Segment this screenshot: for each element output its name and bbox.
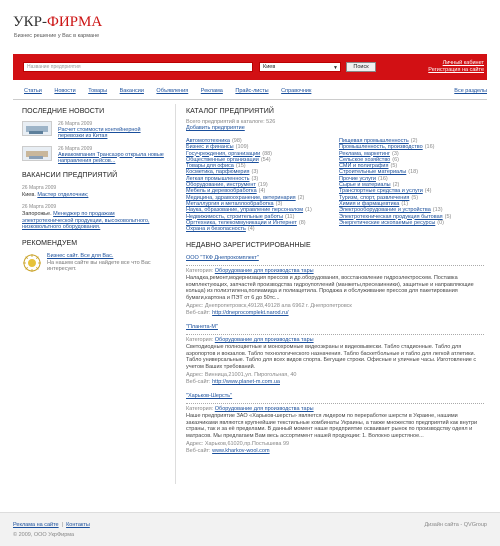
nav-item-directory[interactable]: Справочник	[281, 88, 312, 94]
category-link[interactable]: Общественные организации	[186, 156, 259, 163]
company-website-link[interactable]: www.kharkov-wool.com	[212, 447, 270, 454]
personal-cabinet-link[interactable]: Личный кабинет	[442, 60, 484, 66]
main-nav	[13, 85, 487, 97]
category-count: (3)	[251, 169, 259, 176]
category-link[interactable]: Реклама, маркетинг	[339, 150, 390, 157]
left-sidebar	[22, 108, 167, 273]
category-count: (2)	[410, 138, 418, 144]
all-sections-link[interactable]: Все разделы	[454, 88, 487, 94]
column-divider	[175, 104, 176, 484]
vacancies-section-title: ВАКАНСИИ ПРЕДПРИЯТИЙ	[22, 172, 118, 180]
nav-item-price-lists[interactable]: Прайс-листы	[235, 88, 269, 94]
category-link[interactable]: Транспортные средства и услуги	[339, 188, 423, 195]
design-credit[interactable]: Дизайн сайта - QVGroup	[424, 522, 487, 528]
vacancy-link[interactable]: Менеджер по продажам электротехнической продукции, высоковольтного, низковольтного оборудования.	[22, 211, 150, 231]
category-count: (88)	[262, 150, 273, 157]
catalog-title: КАТАЛОГ ПРЕДПРИЯТИЙ	[186, 108, 274, 115]
category-count: (6)	[392, 156, 399, 163]
category-count: (5)	[444, 213, 452, 220]
category-link[interactable]: Медицина, здравоохранение, ветеринария	[186, 194, 296, 201]
web-label: Веб-сайт:	[186, 309, 211, 316]
category-count: (3)	[251, 175, 259, 182]
address-label: Адрес:	[186, 303, 204, 310]
nav-divider	[13, 99, 487, 100]
recommend-section-title: РЕКОМЕНДУЕМ	[22, 240, 78, 248]
category-link[interactable]: Строительные материалы	[339, 169, 407, 176]
recent-title: НЕДАВНО ЗАРЕГИСТРИРОВАННЫЕ	[186, 242, 311, 250]
company-website-link[interactable]: http://dneprocomplekt.narod.ru/	[212, 309, 289, 316]
category-list	[186, 138, 484, 232]
footer	[0, 512, 500, 546]
sun-emblem-icon	[22, 253, 42, 273]
category-label: Категория:	[186, 267, 214, 274]
address-label: Адрес:	[186, 372, 204, 379]
company-category	[186, 406, 484, 413]
company-details	[186, 265, 484, 317]
search-input[interactable]: Название предприятия	[23, 62, 253, 72]
search-button[interactable]: Поиск	[346, 62, 376, 72]
category-count: (3)	[275, 200, 283, 207]
category-count: (0)	[437, 219, 445, 226]
company-card	[186, 393, 484, 454]
category-count: (15)	[235, 163, 246, 170]
nav-item-articles[interactable]: Статьи	[24, 88, 42, 94]
category-count: (54)	[260, 156, 271, 163]
nav-item-goods[interactable]: Товары	[88, 88, 108, 94]
nav-item-vacancies[interactable]: Вакансии	[119, 88, 144, 94]
category-count: (109)	[235, 144, 249, 151]
vacancy-city: Запорожье.	[22, 211, 52, 218]
category-column-left	[186, 138, 331, 232]
category-link[interactable]: Прочие услуги	[339, 175, 376, 182]
news-thumbnail-image[interactable]	[22, 121, 52, 136]
category-count: (8)	[298, 219, 306, 226]
address-label: Адрес:	[186, 441, 204, 448]
category-count: (2)	[392, 182, 400, 189]
company-address-value: Днепропетровск,49128,49128 ала 6962 г. Днепропетровск	[204, 303, 352, 310]
company-name-link[interactable]: "Планета-М"	[186, 324, 218, 331]
category-link[interactable]: Сельское хозяйство	[339, 156, 391, 163]
category-link[interactable]: Бизнес и финансы	[186, 144, 234, 151]
category-item	[339, 220, 484, 226]
category-link[interactable]: Металлургия и металлообработка	[186, 200, 274, 207]
company-details	[186, 403, 484, 455]
logo-part-2: ФИРМА	[46, 14, 103, 30]
category-link[interactable]: Электрооборудование и устройства	[339, 207, 431, 214]
vacancy-city: Киев.	[22, 192, 36, 199]
site-logo[interactable]	[13, 14, 102, 30]
chevron-down-icon: ▼	[333, 65, 338, 71]
category-link[interactable]: Недвижимость, строительные работы	[186, 213, 284, 220]
logo-part-1: УКР-	[13, 14, 47, 30]
category-link[interactable]: Легкая промышленность	[186, 175, 250, 182]
category-link[interactable]: Энергетические ископаемые ресурсы	[339, 219, 436, 226]
company-category	[186, 337, 484, 344]
company-details	[186, 334, 484, 386]
news-date: 26 Марта 2009	[58, 145, 93, 152]
company-card	[186, 324, 484, 385]
category-count: (5)	[411, 194, 419, 201]
category-count: (19)	[257, 182, 268, 189]
company-website	[186, 310, 484, 317]
category-count: (4)	[258, 188, 266, 195]
category-link[interactable]: Оргтехника, телекоммуникации и Интернет	[186, 219, 297, 226]
category-item	[186, 226, 331, 232]
company-category	[186, 268, 484, 275]
vacancy-date: 26 Марта 2009	[22, 204, 57, 211]
category-count: (16)	[424, 144, 435, 151]
company-category-link[interactable]: Оборудование для производства тары	[214, 405, 314, 412]
category-count: (3)	[392, 150, 399, 157]
site-tagline: Бизнес решение у Вас в кармане	[14, 33, 100, 39]
news-item	[22, 121, 167, 140]
web-label: Веб-сайт:	[186, 378, 211, 385]
nav-item-news[interactable]: Новости	[54, 88, 76, 94]
category-link[interactable]: Госучреждения, организации	[186, 150, 261, 157]
category-link[interactable]: Косметика, парфюмерия	[186, 169, 250, 176]
company-description: Светодиодные полноцветные и монохромные видеоэкраны и видеовывески. Табло стадионные. Табло для аэропортов и вокзалов. Табло технологического назначения. Табло баскетбольные и табло для легкой атлетики. Табло универсальные. Табло для всех видов спорта. Бегущие строки. Офисные и уличные часы. Изготовление с учетом Ваших требований.	[186, 344, 477, 370]
footer-links	[13, 522, 90, 528]
account-links	[428, 60, 484, 74]
web-label: Веб-сайт:	[186, 447, 211, 454]
footer-ad-link[interactable]: Реклама на сайте	[13, 522, 59, 528]
category-link[interactable]: СМИ и полиграфия	[339, 163, 389, 170]
category-count: (18)	[408, 169, 419, 176]
category-link[interactable]: Охрана и безопасность	[186, 226, 246, 233]
add-company-link[interactable]: Добавить предприятие	[186, 125, 245, 131]
category-count: (4)	[247, 226, 255, 233]
category-link[interactable]: Мебель и деревообработка	[186, 188, 257, 195]
category-label: Категория:	[186, 336, 214, 343]
category-link[interactable]: Товары для офиса	[186, 163, 234, 170]
company-card	[186, 255, 484, 316]
company-name-link[interactable]: "Харьков-Шерсть"	[186, 393, 233, 400]
news-item	[22, 146, 167, 165]
vacancy-link[interactable]: Мастер отделочник;	[37, 192, 89, 199]
recommend-block	[22, 253, 167, 273]
company-category-link[interactable]: Оборудование для производства тары	[214, 336, 314, 343]
vacancy-date: 26 Марта 2009	[22, 185, 57, 192]
company-list	[186, 255, 484, 454]
category-count: (16)	[377, 175, 388, 182]
category-link[interactable]: Электротехническая продукция бытовая	[339, 213, 443, 220]
category-count: (4)	[424, 188, 432, 195]
category-link[interactable]: Наука, образование, управление персоналом	[186, 207, 304, 214]
footer-separator: |	[61, 522, 64, 528]
category-count: (11)	[285, 213, 295, 220]
footer-contacts-link[interactable]: Контакты	[66, 522, 90, 528]
vacancy-item	[22, 185, 167, 198]
company-description: Наладка,ремонт,модернизация прессов и др.оборудования, восстановление гидроэлектросхем. Поставка комплектующих, запчастей производства гидроупотлений (манжеты,пресеаинники), защитные и направляющие кольца) из полиэтилена,полиамида и полиацетила. Продажа и обслуживание прессов для пакетирования бумаги,картона и ПЭТ от 6 до 50тс...	[186, 275, 474, 301]
news-thumbnail-image[interactable]	[22, 146, 52, 161]
company-description: Наше предприятие ЗАО «Харьков-шерсть» является лидером по переработке шерсти в Украине, нашими заказчиками являются крупнейшие текстильные комбинаты Украины, а также множество предприятий как внутри страны, так и за её пределами. В данный момент наше предприятие осваивает рынок по производству одеял и матрасов. Мы предлагаем Вам весь ассортимент нашей продукции: 1. Волокно шерстяное...	[186, 413, 478, 439]
company-category-link[interactable]: Оборудование для производства тары	[214, 267, 314, 274]
category-column-right	[339, 138, 484, 232]
news-link[interactable]: Авиакомпания Трансаэро открыла новые направления рейсов...	[58, 151, 164, 164]
region-select[interactable]	[259, 62, 341, 72]
vacancy-item	[22, 204, 167, 230]
category-count: (2)	[297, 194, 305, 201]
category-link[interactable]: Автомототехника	[186, 138, 230, 144]
main-content	[186, 108, 484, 462]
company-address-value: Харьков,61020,пр.Постышева 99	[204, 441, 290, 448]
company-website	[186, 448, 484, 455]
category-label: Категория:	[186, 405, 214, 412]
nav-item-ads[interactable]: Объявления	[156, 88, 189, 94]
category-count: (98)	[231, 138, 242, 144]
register-link[interactable]: Регистрация на сайте	[428, 67, 484, 73]
company-name-link[interactable]: ООО "ТКФ Днепрокомплект"	[186, 255, 259, 262]
recommend-link[interactable]: Бизнес сайт. Все для Вас.	[47, 253, 114, 260]
category-link[interactable]: Оборудование, инструмент	[186, 182, 256, 189]
category-link[interactable]: Химия и фармацевтика	[339, 200, 400, 207]
copyright: © 2009, ООО УкрФирма	[13, 532, 75, 538]
company-website	[186, 379, 484, 386]
category-count: (5)	[390, 163, 398, 170]
region-select-value: Киев	[263, 64, 276, 70]
news-link[interactable]: Расчет стоимости контейнерной перевозки из Китая	[58, 127, 141, 140]
category-link[interactable]: Пищевая промышленность	[339, 138, 409, 144]
news-section-title: ПОСЛЕДНИЕ НОВОСТИ	[22, 108, 105, 115]
category-link[interactable]: Промышленность, производство	[339, 144, 423, 151]
company-address-value: Винница,21001,ул. Пирогольная, 40	[204, 372, 297, 379]
news-date: 26 Марта 2009	[58, 121, 93, 127]
search-bar	[13, 54, 487, 80]
category-link[interactable]: Сырье и материалы	[339, 182, 391, 189]
company-website-link[interactable]: http://www.planet-m.com.ua	[212, 378, 280, 385]
category-count: (1)	[305, 207, 312, 214]
nav-item-advertising[interactable]: Реклама	[200, 88, 223, 94]
category-count: (13)	[432, 207, 443, 214]
category-link[interactable]: Туризм, спорт, развлечения	[339, 194, 410, 201]
category-count: (1)	[401, 200, 409, 207]
recommend-text: На нашем сайте вы найдете все что Вас интересует.	[47, 259, 151, 272]
catalog-total: Всего предприятий в каталоге: 526	[186, 119, 276, 125]
